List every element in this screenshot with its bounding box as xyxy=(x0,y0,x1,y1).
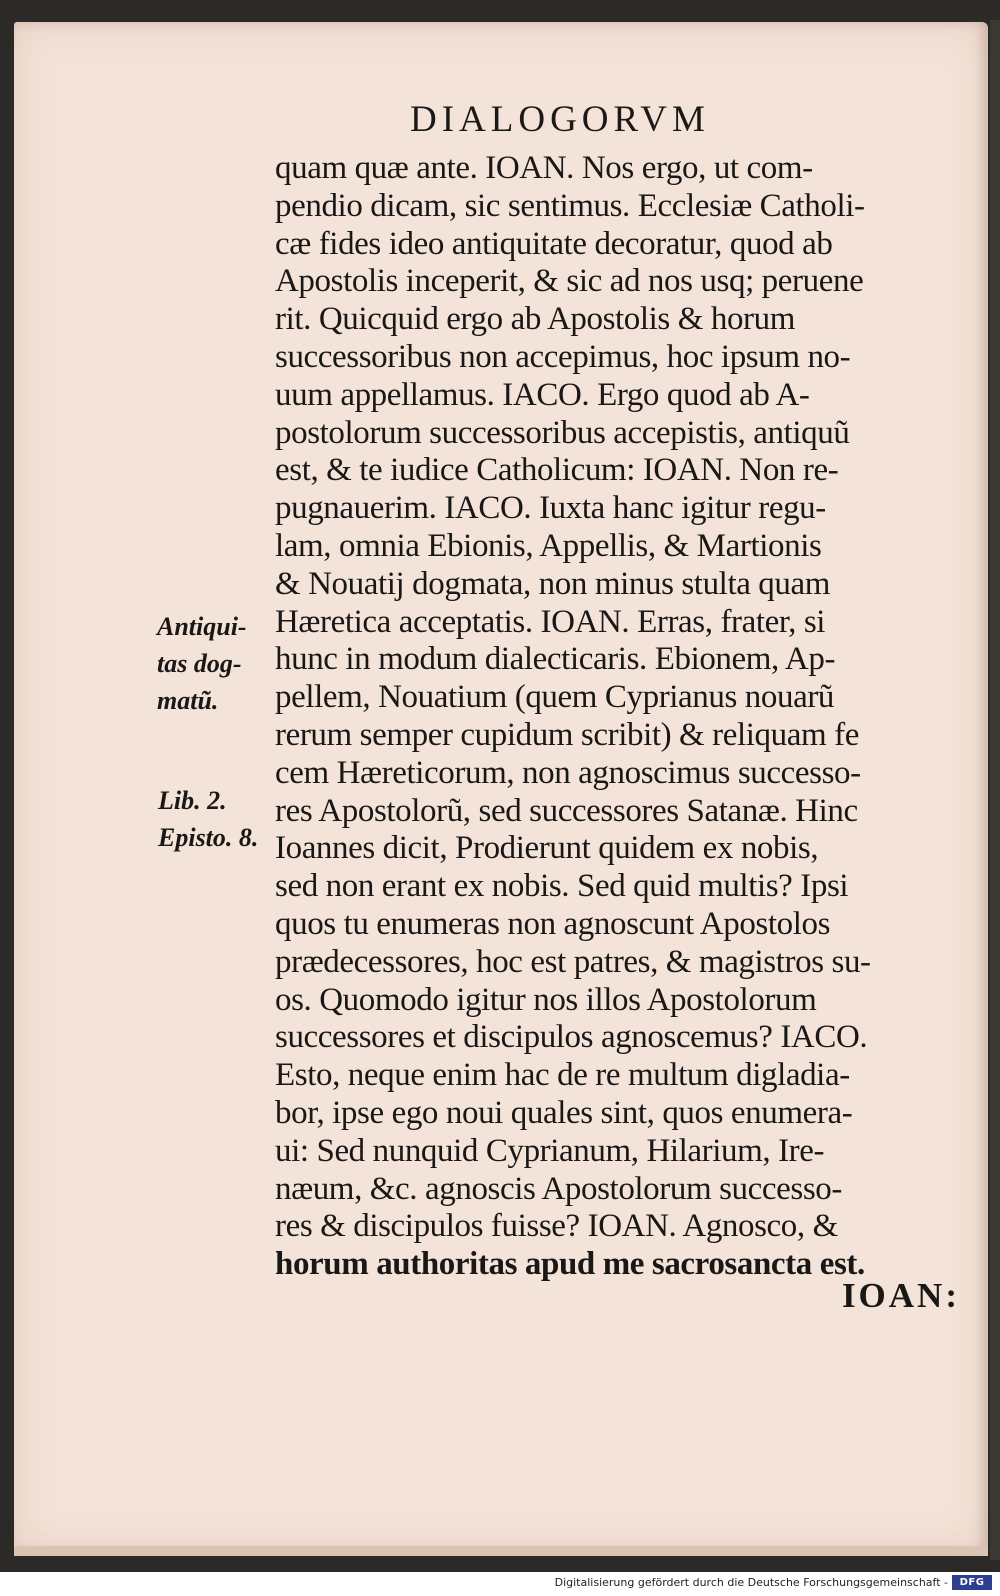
text-line: hunc in modum dialecticaris. Ebionem, Ap- xyxy=(275,641,836,678)
book-edge xyxy=(990,20,1000,1560)
text-line: cæ fides ideo antiquitate decoratur, quod ab xyxy=(275,225,833,262)
text-line: Apostolis inceperit, & sic ad nos usq; peruene xyxy=(275,263,864,300)
text-line: sed non erant ex nobis. Sed quid multis? Ipsi xyxy=(275,868,849,905)
text-line: ui: Sed nunquid Cyprianum, Hilarium, Ire- xyxy=(275,1132,825,1169)
catchword: IOAN: xyxy=(841,1276,960,1315)
marginal-note-reference xyxy=(158,782,258,856)
text-line: horum authoritas apud me sacrosancta est. xyxy=(275,1246,865,1283)
footer-credit: Digitalisierung gefördert durch die Deutsche Forschungsgemeinschaft - xyxy=(554,1576,948,1589)
running-head: DIALOGORVM xyxy=(410,99,710,140)
text-line: pendio dicam, sic sentimus. Ecclesiæ Catholi- xyxy=(275,187,865,224)
text-line: os. Quomodo igitur nos illos Apostolorum xyxy=(275,981,817,1018)
text-line: lam, omnia Ebionis, Appellis, & Martionis xyxy=(275,527,822,564)
text-line: Esto, neque enim hac de re multum digladia- xyxy=(275,1057,850,1094)
text-line: quam quæ ante. IOAN. Nos ergo, ut com- xyxy=(275,150,813,186)
marginal-note-line: Lib. 2. xyxy=(158,786,227,815)
text-line: quos tu enumeras non agnoscunt Apostolos xyxy=(275,905,831,942)
text-line: næum, &c. agnoscis Apostolorum successo- xyxy=(275,1170,842,1207)
text-line: Ioannes dicit, Prodierunt quidem ex nobis, xyxy=(275,830,819,867)
text-line: rit. Quicquid ergo ab Apostolis & horum xyxy=(275,301,796,338)
marginal-note-line: Episto. 8. xyxy=(158,823,259,852)
text-line: pellem, Nouatium (quem Cyprianus nouarũ xyxy=(275,679,835,716)
text-line: prædecessores, hoc est patres, & magistros su- xyxy=(275,943,871,980)
text-line: rerum semper cupidum scribit) & reliquam fe xyxy=(275,716,859,753)
text-line: successores et discipulos agnoscemus? IACO. xyxy=(275,1019,868,1056)
text-line: cem Hæreticorum, non agnoscimus successo- xyxy=(275,754,861,791)
text-line: uum appellamus. IACO. Ergo quod ab A- xyxy=(275,376,810,413)
marginal-note-antiquitas xyxy=(157,608,247,719)
page-edge xyxy=(14,1546,988,1556)
marginal-note-line: tas dog- xyxy=(157,649,242,678)
text-line: postolorum successoribus accepistis, antiquũ xyxy=(275,414,850,451)
main-text-block xyxy=(275,150,955,1284)
text-line: bor, ipse ego noui quales sint, quos enumera- xyxy=(275,1094,853,1131)
text-line: pugnauerim. IACO. Iuxta hanc igitur regu- xyxy=(275,490,826,527)
marginal-note-line: matũ. xyxy=(157,686,219,715)
text-line: & Nouatij dogmata, non minus stulta quam xyxy=(275,565,831,602)
text-line: res & discipulos fuisse? IOAN. Agnosco, & xyxy=(275,1208,838,1245)
text-line: Hæretica acceptatis. IOAN. Erras, frater, si xyxy=(275,603,826,640)
dfg-logo: DFG xyxy=(952,1575,992,1590)
text-line: est, & te iudice Catholicum: IOAN. Non re- xyxy=(275,452,839,489)
marginal-note-line: Antiqui- xyxy=(157,612,247,641)
text-line: successoribus non accepimus, hoc ipsum no- xyxy=(275,338,851,375)
text-line: res Apostolorũ, sed successores Satanæ. Hinc xyxy=(275,792,858,829)
